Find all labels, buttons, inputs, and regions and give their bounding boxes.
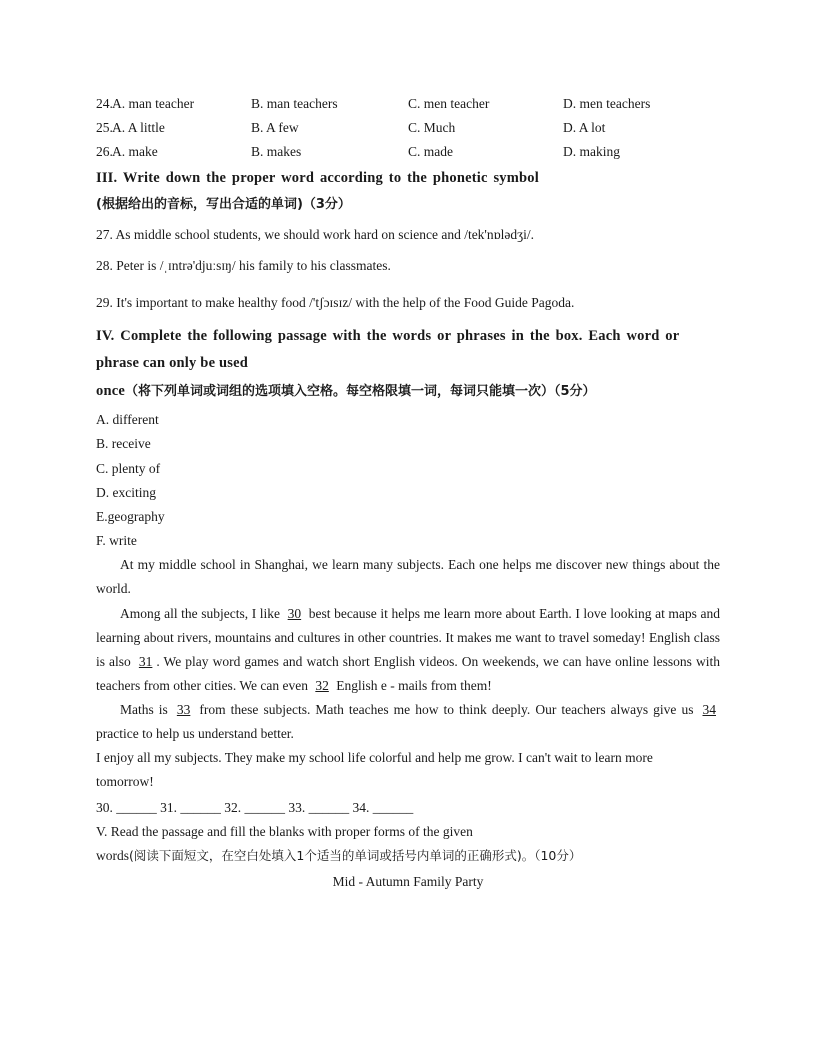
section-4-title-cn: （将下列单词或词组的选项填入空格。每空格限填一词，每词只能填一次）（5分）: [125, 384, 596, 399]
q26-option-b: B. makes: [251, 144, 302, 159]
blank-32: 32: [315, 678, 329, 693]
passage-paragraph-2: [96, 602, 720, 698]
blank-33: 33: [176, 702, 191, 717]
section-4-title-line2: phrase can only be used: [96, 355, 249, 371]
word-option-f: F. write: [96, 533, 137, 548]
q26-num: 26.: [96, 144, 113, 159]
section-4-title-line3: [96, 382, 720, 401]
q24-option-a: A. man teacher: [112, 96, 195, 111]
question-24-row: [96, 96, 736, 114]
q24-option-b: B. man teachers: [251, 96, 338, 111]
p3-text-a: Maths is: [120, 702, 168, 717]
p2-text-a: Among all the subjects, I like: [120, 606, 281, 621]
p2-text-b: best because it helps me learn more about Earth. I love looking at maps and learning about rivers, mountains and cultures in other countries. It makes me want to travel someday! English class is also: [96, 606, 721, 669]
q24-num: 24.: [96, 96, 113, 111]
p2-text-c: . We play word games and watch short English videos. On weekends, we can have online lessons with teachers from other cities. We can even: [96, 654, 720, 693]
passage-paragraph-4: I enjoy all my subjects. They make my school life colorful and help me grow. I can't wait to learn more tomorrow!: [96, 750, 653, 789]
word-option-a: A. different: [96, 412, 159, 427]
blank-31: 31: [138, 654, 153, 669]
q25-option-b: B. A few: [251, 120, 299, 135]
answer-blanks-line: 30. ______ 31. ______ 32. ______ 33. ______ 34. ______: [96, 800, 414, 815]
question-28: 28. Peter is /ˌɪntrə'djuːsɪŋ/ his family to his classmates.: [96, 258, 391, 273]
word-option-c: C. plenty of: [96, 461, 161, 476]
blank-34: 34: [702, 702, 716, 717]
word-option-e: E.geography: [96, 509, 165, 524]
question-27: 27. As middle school students, we should work hard on science and /tek'nɒlədʒi/.: [96, 227, 535, 242]
section-3-title: III. Write down the proper word according to the phonetic symbol: [96, 170, 539, 186]
section-5-title-cn: (阅读下面短文，在空白处填入1个适当的单词或括号内单词的正确形式)。（10分）: [129, 848, 582, 863]
p2-text-d: English e - mails from them!: [336, 678, 492, 693]
section-5-title-line2: [96, 847, 720, 865]
q25-option-c: C. Much: [408, 120, 456, 135]
section-5-title-line1: V. Read the passage and fill the blanks with proper forms of the given: [96, 824, 473, 839]
question-29: 29. It's important to make healthy food /'tʃɔɪsɪz/ with the help of the Food Guide Pagoda.: [96, 295, 575, 310]
q26-option-c: C. made: [408, 144, 453, 159]
word-option-d: D. exciting: [96, 485, 156, 500]
blank-30: 30: [287, 606, 302, 621]
word-option-b: B. receive: [96, 436, 151, 451]
passage-paragraph-1: At my middle school in Shanghai, we learn many subjects. Each one helps me discover new things about the world.: [96, 557, 720, 596]
section-3-title-cn: (根据给出的音标，写出合适的单词)（3分）: [96, 197, 351, 212]
passage-paragraph-3: [96, 698, 720, 746]
passage-title: Mid - Autumn Family Party: [332, 874, 484, 889]
q25-num: 25.: [96, 120, 113, 135]
p3-text-b: from these subjects. Math teaches me how to think deeply. Our teachers always give us: [199, 702, 694, 717]
q26-option-a: A. make: [112, 144, 158, 159]
question-26-row: [96, 144, 736, 162]
section-4-title-line1: IV. Complete the following passage with the words or phrases in the box. Each word or: [96, 328, 680, 344]
q24-option-d: D. men teachers: [563, 96, 651, 111]
section-4-title-once: once: [96, 383, 125, 399]
question-25-row: [96, 120, 736, 138]
q25-option-d: D. A lot: [563, 120, 606, 135]
section-5-title-words: words: [96, 848, 129, 863]
q24-option-c: C. men teacher: [408, 96, 490, 111]
q26-option-d: D. making: [563, 144, 620, 159]
q25-option-a: A. A little: [112, 120, 165, 135]
p3-text-c: practice to help us understand better.: [96, 726, 294, 741]
